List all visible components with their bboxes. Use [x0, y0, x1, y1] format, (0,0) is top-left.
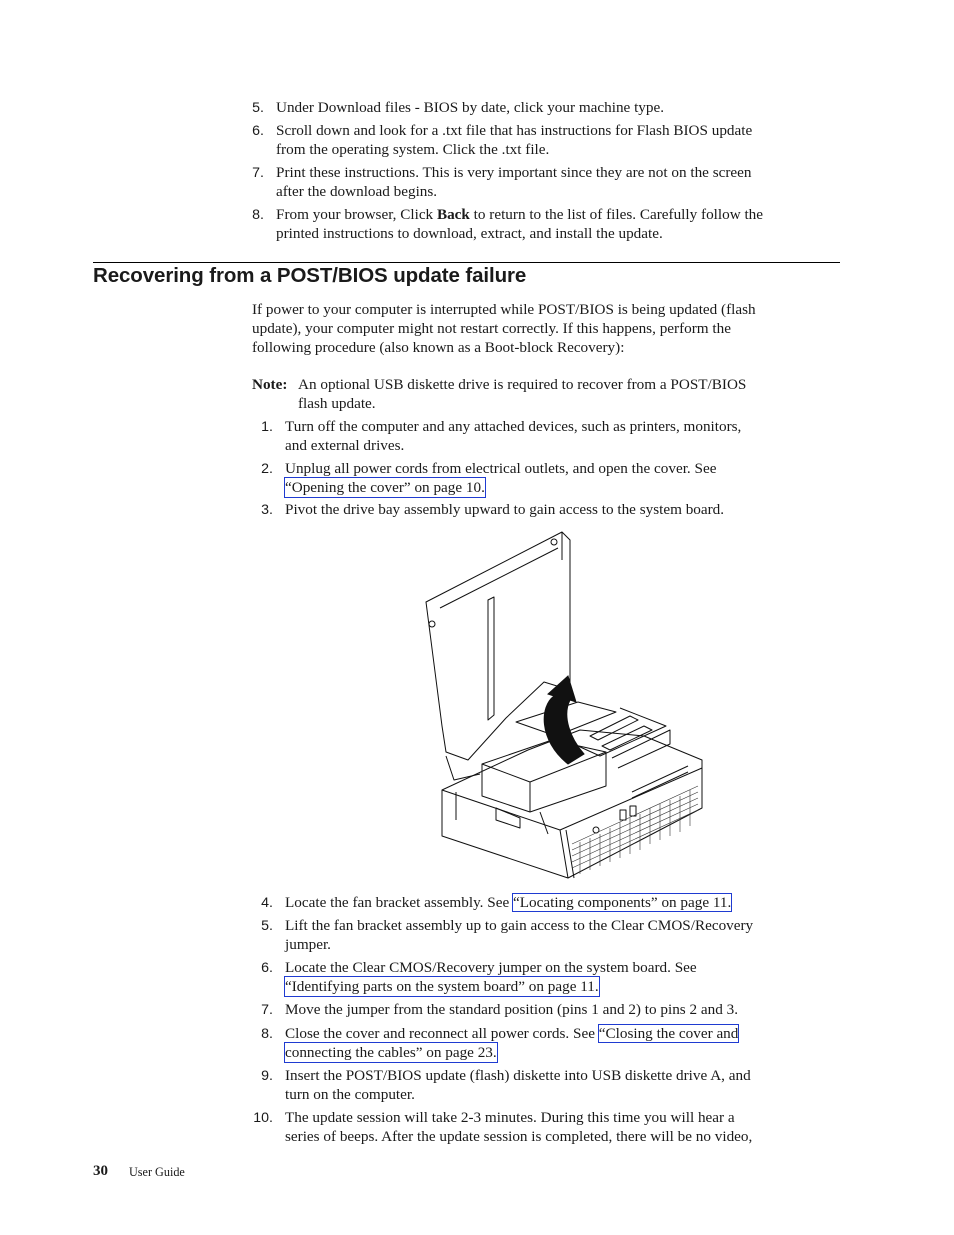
link-connecting-cables[interactable]: connecting the cables” on page 23.: [285, 1044, 497, 1061]
step-text: turn on the computer.: [285, 1086, 415, 1103]
step-text: Move the jumper from the standard position (pins 1 and 2) to pins 2 and 3.: [285, 1001, 739, 1018]
list-number: 8.: [252, 207, 264, 223]
intro-line: following procedure (also known as a Boot-block Recovery):: [252, 339, 625, 356]
step-number: 2.: [261, 461, 273, 477]
list-item-text: printed instructions to download, extract, and install the update.: [276, 225, 663, 242]
step-text: jumper.: [285, 936, 331, 953]
step-text: Close the cover and reconnect all power cords. See “Closing the cover and: [285, 1025, 739, 1042]
step-text: Unplug all power cords from electrical outlets, and open the cover. See: [285, 460, 717, 477]
page-number: 30: [93, 1163, 108, 1179]
list-item-text: from the operating system. Click the .txt file.: [276, 141, 550, 158]
step-number: 7.: [261, 1002, 273, 1018]
step-number: 9.: [261, 1068, 273, 1084]
step-text: Pivot the drive bay assembly upward to gain access to the system board.: [285, 501, 725, 518]
list-item-text: Print these instructions. This is very important since they are not on the screen: [276, 164, 752, 181]
step-text: Lift the fan bracket assembly up to gain access to the Clear CMOS/Recovery: [285, 917, 754, 934]
footer-label: User Guide: [129, 1165, 185, 1179]
section-heading: Recovering from a POST/BIOS update failure: [93, 264, 527, 287]
step-text: Locate the fan bracket assembly. See “Locating components” on page 11.: [285, 894, 732, 911]
list-item-text: From your browser, Click Back to return to the list of files. Carefully follow the: [276, 206, 764, 223]
link-opening-the-cover[interactable]: “Opening the cover” on page 10.: [285, 479, 485, 496]
note-label: Note:: [252, 376, 288, 393]
list-number: 6.: [252, 123, 264, 139]
list-item-text: after the download begins.: [276, 183, 438, 200]
note-text: An optional USB diskette drive is required to recover from a POST/BIOS: [298, 376, 747, 393]
step-number: 10.: [253, 1110, 273, 1126]
step-text: The update session will take 2-3 minutes. During this time you will hear a: [285, 1109, 735, 1126]
step-number: 5.: [261, 918, 273, 934]
step-number: 6.: [261, 960, 273, 976]
step-text: Locate the Clear CMOS/Recovery jumper on the system board. See: [285, 959, 697, 976]
link-locating-components[interactable]: “Locating components” on page 11.: [513, 894, 732, 911]
drive-bay-pivot-illustration: [420, 530, 710, 880]
pivot-arrow-icon: [544, 676, 584, 764]
list-item-text: Under Download files - BIOS by date, click your machine type.: [276, 99, 665, 116]
link-identifying-parts[interactable]: “Identifying parts on the system board” on page 11.: [285, 978, 599, 995]
link-closing-the-cover[interactable]: “Closing the cover and: [598, 1025, 739, 1042]
step-text: and external drives.: [285, 437, 405, 454]
step-number: 4.: [261, 895, 273, 911]
step-text: Turn off the computer and any attached devices, such as printers, monitors,: [285, 418, 742, 435]
step-number: 1.: [261, 419, 273, 435]
list-number: 7.: [252, 165, 264, 181]
list-number: 5.: [252, 100, 264, 116]
step-text: Insert the POST/BIOS update (flash) diskette into USB diskette drive A, and: [285, 1067, 751, 1084]
list-item-text: Scroll down and look for a .txt file that has instructions for Flash BIOS update: [276, 122, 753, 139]
section-rule: [93, 262, 840, 263]
intro-line: update), your computer might not restart correctly. If this happens, perform the: [252, 320, 731, 337]
step-number: 3.: [261, 502, 273, 518]
step-number: 8.: [261, 1026, 273, 1042]
intro-line: If power to your computer is interrupted while POST/BIOS is being updated (flash: [252, 301, 756, 318]
step-text: series of beeps. After the update session is completed, there will be no video,: [285, 1128, 753, 1145]
note-text: flash update.: [298, 395, 376, 412]
